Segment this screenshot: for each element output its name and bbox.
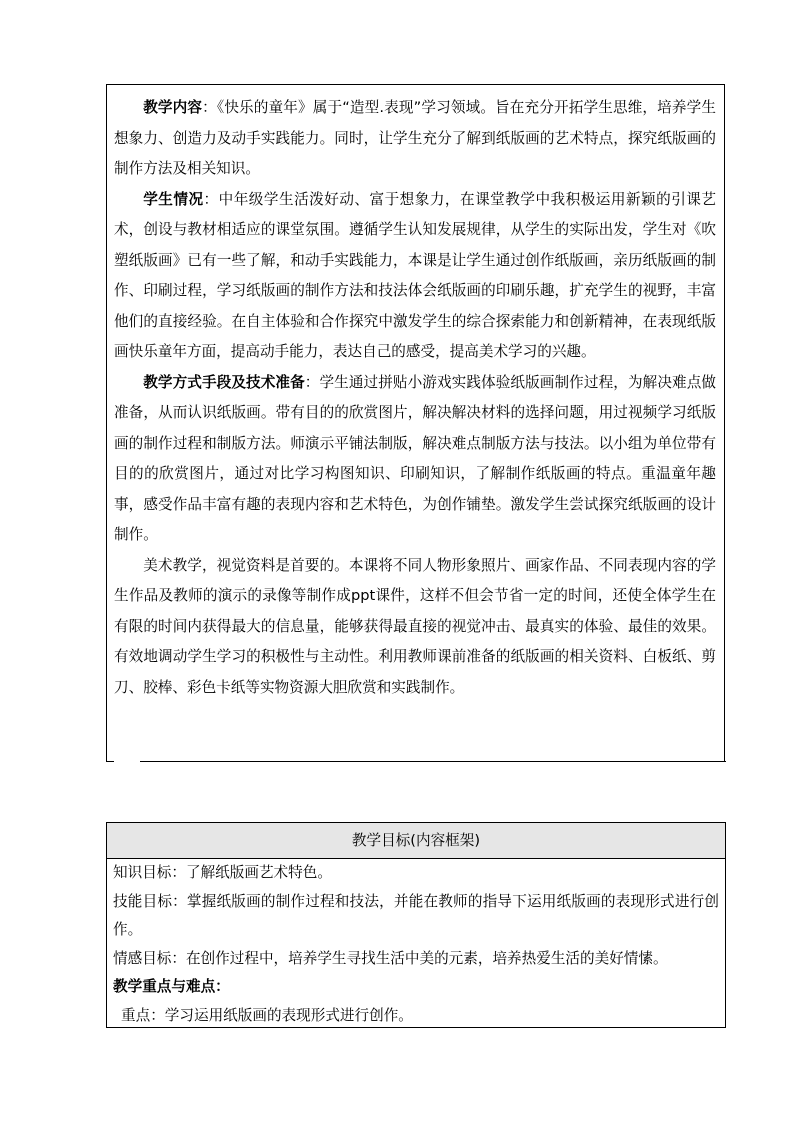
label-student-situation: 学生情况	[143, 190, 204, 208]
objectives-header: 教学目标(内容框架)	[107, 823, 725, 859]
paragraph-student-situation	[114, 185, 716, 368]
text-student-situation: ：中年级学生活泼好动、富于想象力，在课堂教学中我积极运用新颖的引课艺术，创设与教材相适应的课堂氛围。遵循学生认知发展规律，从学生的实际出发，学生对《吹塑纸版画》已有一些了解，和动手实践能力，本课是让学生通过创作纸版画，亲历纸版画的制作、印刷过程，学习纸版画的制作方法和技法体会纸版画的印刷乐趣，扩充学生的视野，丰富他们的直接经验。在自主体验和合作探究中激发学生的综合探索能力和创新精神，在表现纸版画快乐童年方面，提高动手能力，表达自己的感受，提高美术学习的兴趣。	[114, 190, 716, 360]
paragraph-art-teaching	[114, 551, 716, 704]
paragraph-teaching-content	[114, 93, 716, 185]
key-point: 重点：学习运用纸版画的表现形式进行创作。	[121, 1006, 413, 1024]
label-teaching-content: 教学内容	[143, 99, 203, 116]
key-difficulty-label: 教学重点与难点：	[113, 978, 230, 996]
text-teaching-methods: ：学生通过拼贴小游戏实践体验纸版画制作过程，为解决难点做准备，从而认识纸版画。带有目的的欣赏图片，解决解决材料的选择问题，用过视频学习纸版画的制作过程和制版方法。师演示平铺法制版，解决难点制版方法与技法。以小组为单位带有目的的欣赏图片，通过对比学习构图知识、印刷知识，了解制作纸版画的特点。重温童年趣事，感受作品丰富有趣的表现内容和艺术特色，为创作铺垫。激发学生尝试探究纸版画的设计制作。	[114, 373, 716, 543]
teaching-objectives-table	[106, 822, 726, 1028]
paragraph-teaching-methods	[114, 368, 716, 551]
knowledge-objective: 知识目标：了解纸版画艺术特色。	[113, 864, 332, 881]
box-bottom-border-left	[106, 761, 114, 762]
box-bottom-border-right	[140, 761, 726, 762]
label-teaching-methods: 教学方式手段及技术准备	[143, 373, 305, 391]
key-difficulty-title	[107, 973, 725, 1002]
skill-objective: 技能目标：掌握纸版画的制作过程和技法，并能在教师的指导下运用纸版画的表现形式进行创作。	[113, 892, 719, 939]
teaching-content-box	[106, 84, 725, 761]
emotion-objective: 情感目标：在创作过程中，培养学生寻找生活中美的元素，培养热爱生活的美好情愫。	[113, 949, 668, 967]
teaching-content-text	[114, 93, 716, 703]
text-art-teaching: 美术教学，视觉资料是首要的。本课将不同人物形象照片、画家作品、不同表现内容的学生作品及教师的演示的录像等制作成ppt课件，这样不但会节省一定的时间，还使全体学生在有限的时间内获得最大的信息量，能够获得最直接的视觉冲击、最真实的体验、最佳的效果。有效地调动学生学习的积极性与主动性。利用教师课前准备的纸版画的相关资料、白板纸、剪刀、胶棒、彩色卡纸等实物资源大胆欣赏和实践制作。	[114, 556, 716, 696]
text-teaching-content: ：《快乐的童年》属于“造型.表现”学习领域。旨在充分开拓学生思维，培养学生想象力、创造力及动手实践能力。同时，让学生充分了解到纸版画的艺术特点，探究纸版画的制作方法及相关知识。	[114, 99, 716, 177]
